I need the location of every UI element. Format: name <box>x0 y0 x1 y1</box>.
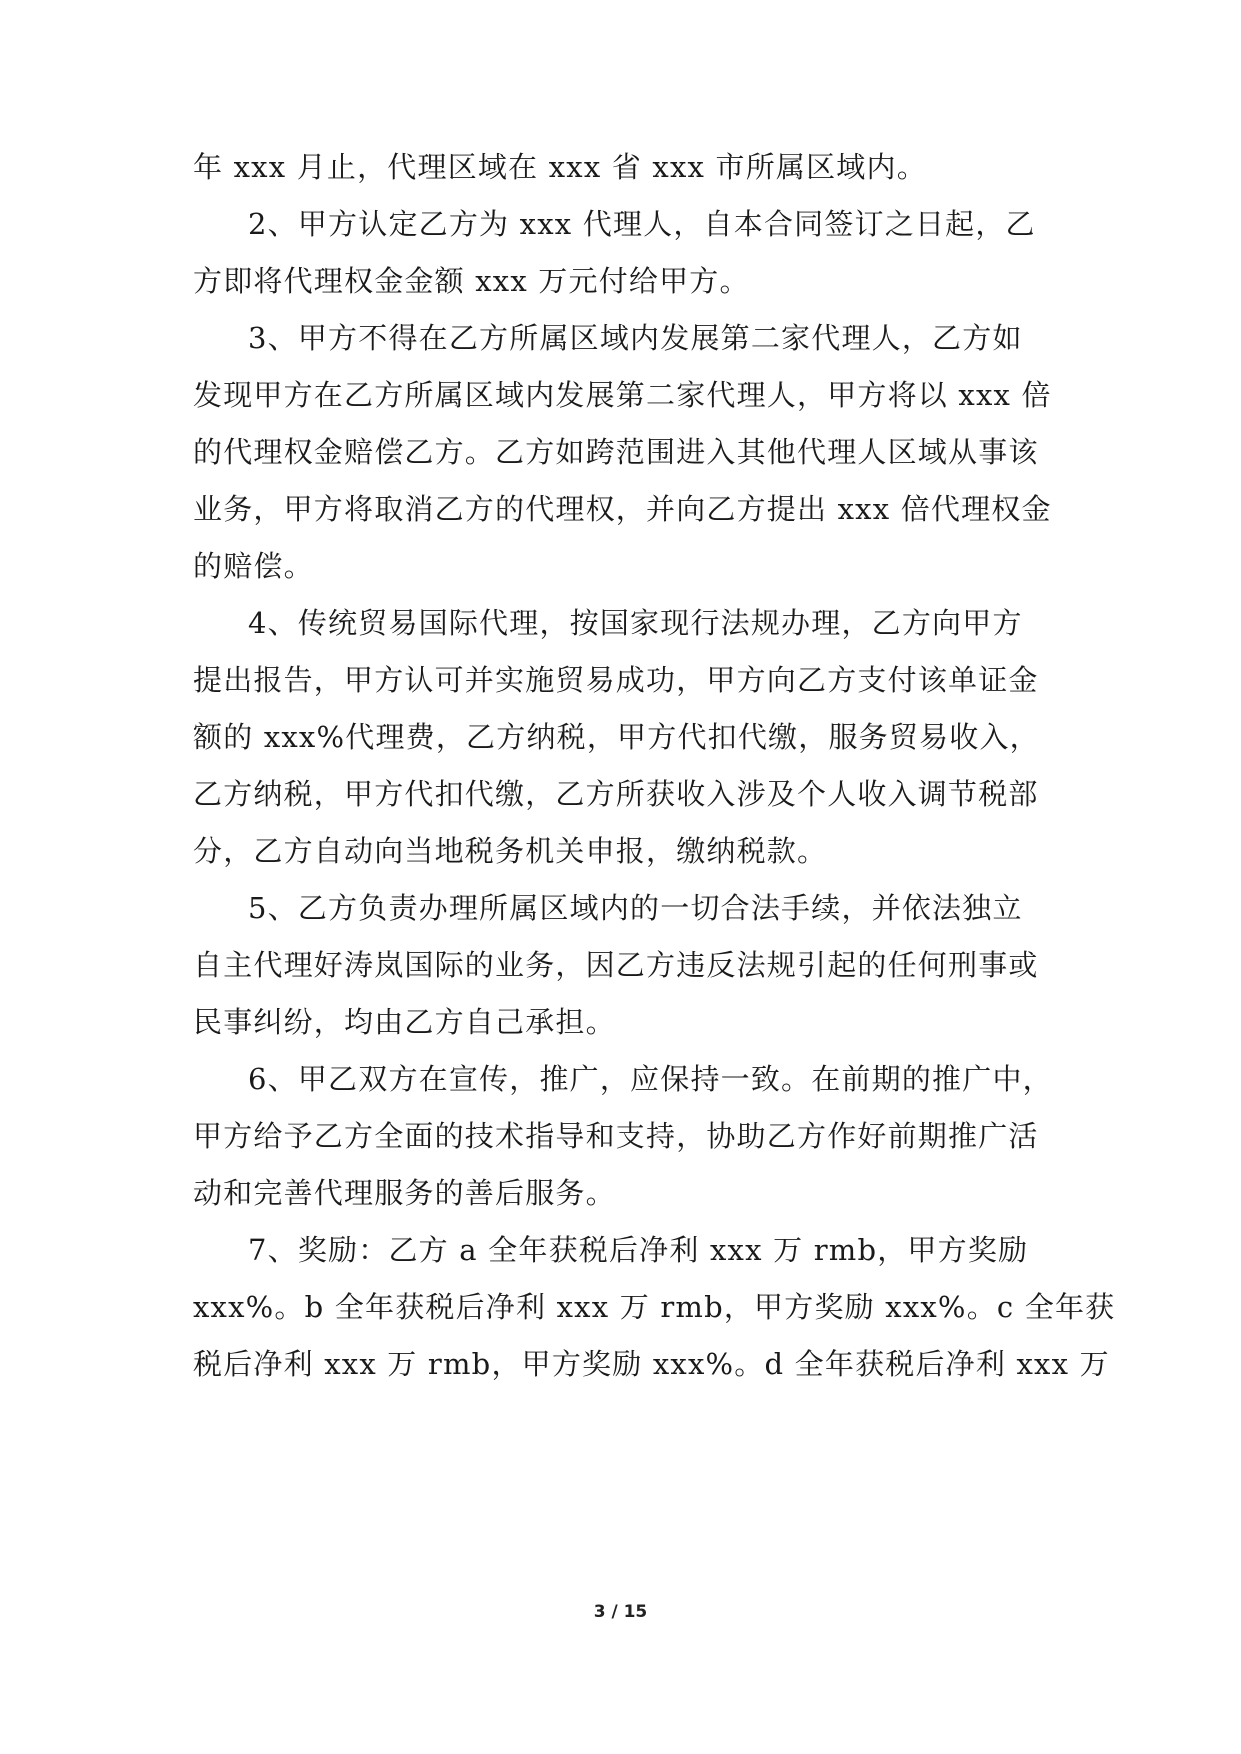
text-line: 额的 xxx%代理费，乙方纳税，甲方代扣代缴，服务贸易收入， <box>193 720 1040 754</box>
text-line: xxx%。b 全年获税后净利 xxx 万 rmb，甲方奖励 xxx%。c 全年获 <box>193 1290 1116 1324</box>
text-line: 甲方给予乙方全面的技术指导和支持，协助乙方作好前期推广活 <box>193 1119 1039 1153</box>
text-line: 提出报告，甲方认可并实施贸易成功，甲方向乙方支付该单证金 <box>193 663 1039 697</box>
text-line: 动和完善代理服务的善后服务。 <box>193 1176 616 1210</box>
text-line: 发现甲方在乙方所属区域内发展第二家代理人，甲方将以 xxx 倍 <box>193 378 1052 412</box>
text-line: 5、乙方负责办理所属区域内的一切合法手续，并依法独立 <box>248 891 1023 925</box>
text-line: 4、传统贸易国际代理，按国家现行法规办理，乙方向甲方 <box>248 606 1023 640</box>
text-line: 税后净利 xxx 万 rmb，甲方奖励 xxx%。d 全年获税后净利 xxx 万 <box>193 1347 1110 1381</box>
text-line: 3、甲方不得在乙方所属区域内发展第二家代理人，乙方如 <box>248 321 1023 355</box>
text-line: 自主代理好涛岚国际的业务，因乙方违反法规引起的任何刑事或 <box>193 948 1039 982</box>
text-line: 年 xxx 月止，代理区域在 xxx 省 xxx 市所属区域内。 <box>193 150 927 184</box>
text-line: 7、奖励：乙方 a 全年获税后净利 xxx 万 rmb，甲方奖励 <box>248 1233 1029 1267</box>
text-line: 的赔偿。 <box>193 549 314 583</box>
text-line: 的代理权金赔偿乙方。乙方如跨范围进入其他代理人区域从事该 <box>193 435 1039 469</box>
text-line: 民事纠纷，均由乙方自己承担。 <box>193 1005 616 1039</box>
page-number: 3 / 15 <box>593 1602 648 1622</box>
text-line: 乙方纳税，甲方代扣代缴，乙方所获收入涉及个人收入调节税部 <box>193 777 1039 811</box>
text-line: 方即将代理权金金额 xxx 万元付给甲方。 <box>193 264 750 298</box>
text-line: 业务，甲方将取消乙方的代理权，并向乙方提出 xxx 倍代理权金 <box>193 492 1052 526</box>
text-line: 6、甲乙双方在宣传，推广，应保持一致。在前期的推广中， <box>248 1062 1053 1096</box>
text-line: 2、甲方认定乙方为 xxx 代理人，自本合同签订之日起，乙 <box>248 207 1036 241</box>
text-line: 分，乙方自动向当地税务机关申报，缴纳税款。 <box>193 834 828 868</box>
